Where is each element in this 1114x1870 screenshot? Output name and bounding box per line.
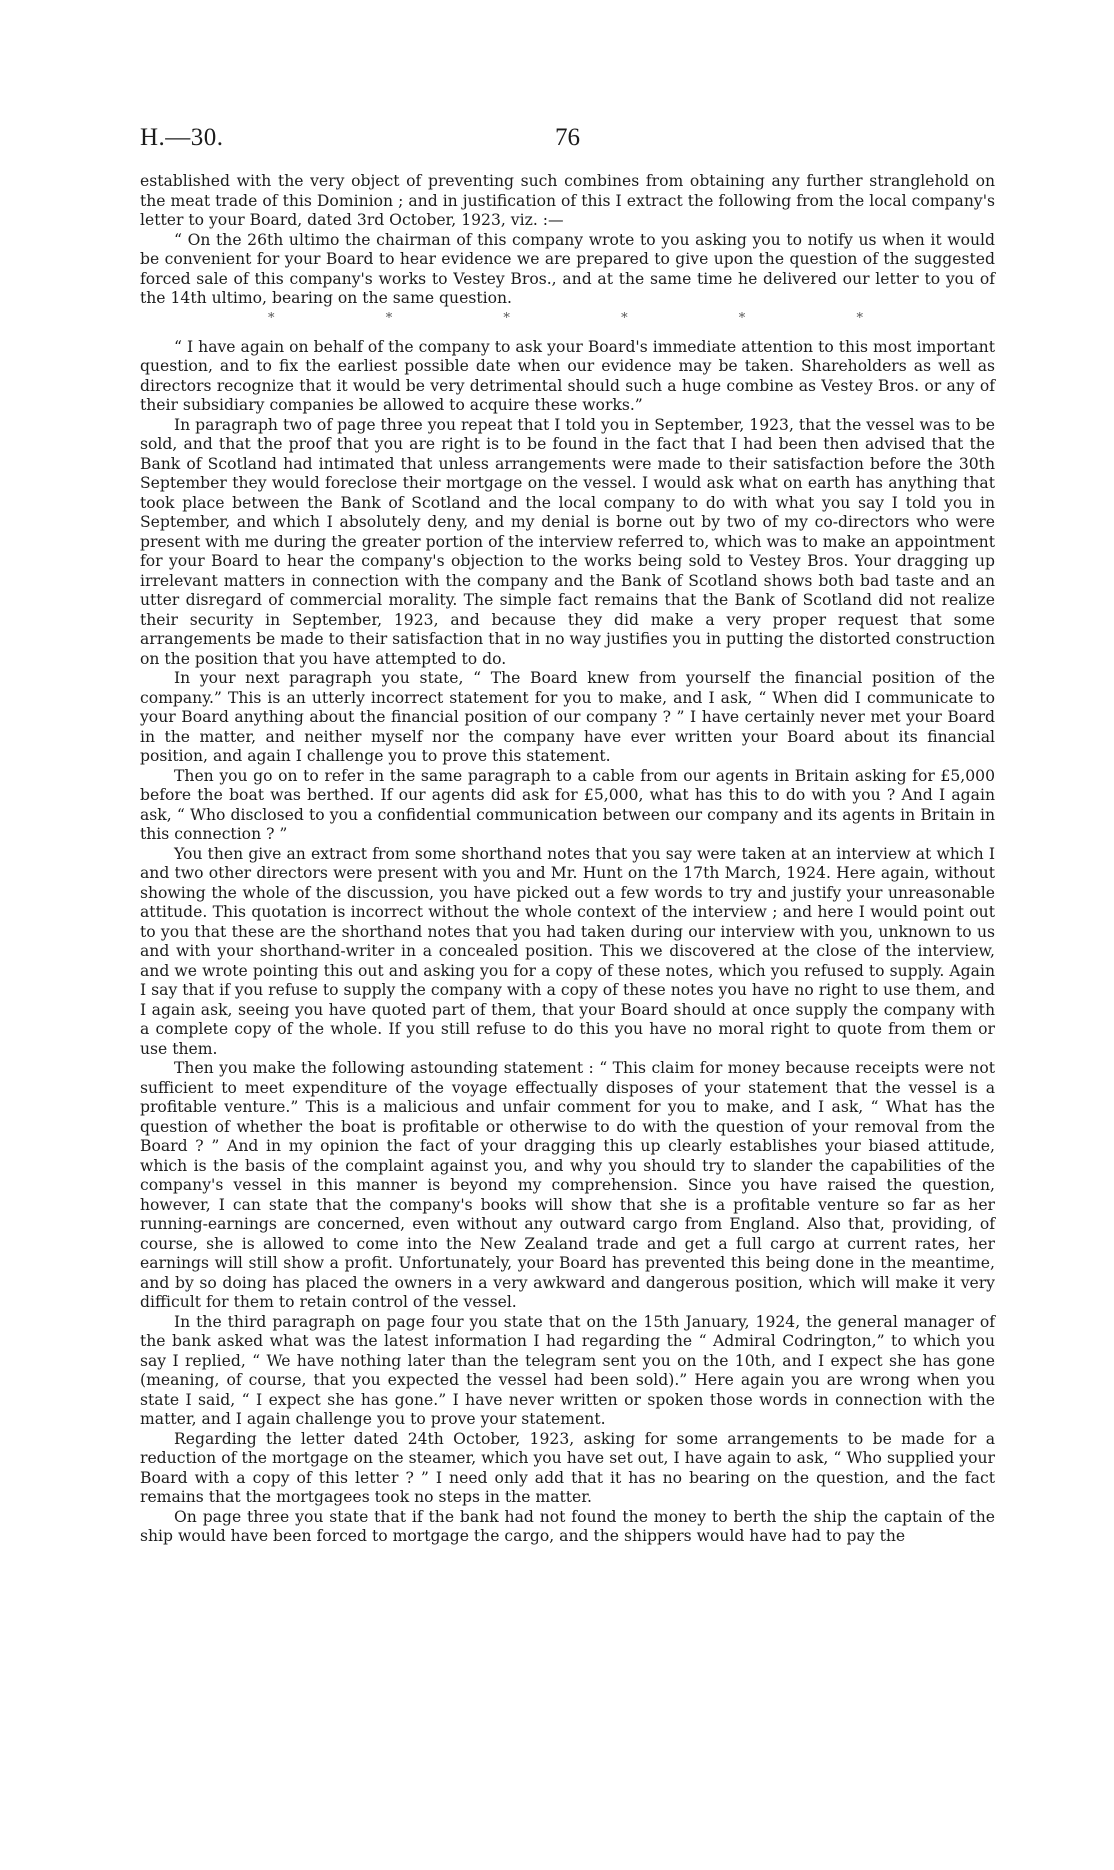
separator-star: * [621,310,628,326]
page-number: 76 [555,124,580,151]
paragraph: established with the very object of preventing such combines from obtaining any further stranglehold on the meat trade of this Dominion ; and in justification of this I extract the following from the local company's letter to your Board, dated 3rd October, 1923, viz. :— [140,172,995,229]
separator-star: * [503,310,510,326]
paragraph: In paragraph two of page three you repeat that I told you in September, 1923, that the vessel was to be sold, and that the proof that you are right is to be found in the fact that I had been then advised that the Bank of Scotland had intimated that unless arrangements were made to their satisfaction before the 30th September they would foreclose their mortgage on the vessel. I would ask what on earth has anything that took place between the Bank of Scotland and the local company to do with what you say I told you in September, and which I absolutely deny, and my denial is borne out by two of my co-directors who were present with me during the greater portion of the interview referred to, which was to make an appointment for your Board to hear the company's objection to the works being sold to Vestey Bros. Your dragging up irrelevant matters in connection with the company and the Bank of Scotland shows both bad taste and an utter disregard of commercial morality. The simple fact remains that the Bank of Scotland did not realize their security in September, 1923, and because they did make a very proper request that some arrangements be made to their satisfaction that in no way justifies you in putting the distorted construction on the position that you have attempted to do. [140,415,995,668]
page-header [140,124,995,156]
separator-star: * [856,310,863,326]
paragraph: In the third paragraph on page four you state that on the 15th January, 1924, the general manager of the bank asked what was the latest information I had regarding the “ Admiral Codrington,” to which you say I replied, “ We have nothing later than the telegram sent you on the 10th, and I expect she has gone (meaning, of course, that you expected the vessel had been sold).” Here again you are wrong when you state I said, “ I expect she has gone.” I have never written or spoken those words in connection with the matter, and I again challenge you to prove your statement. [140,1312,995,1428]
separator-star: * [268,310,275,326]
paragraph: Then you make the following astounding statement : “ This claim for money because receipts were not sufficient to meet expenditure of the voyage effectually disposes of your statement that the vessel is a profitable venture.” This is a malicious and unfair comment for you to make, and I ask, “ What has the question of whether the boat is profitable or otherwise to do with the question of your removal from the Board ? ” And in my opinion the fact of your dragging this up clearly establishes your biased attitude, which is the basis of the complaint against you, and why you should try to slander the capabilities of the company's vessel in this manner is beyond my comprehension. Since you have raised the question, however, I can state that the company's books will show that she is a profitable venture so far as her running-earnings are concerned, even without any outward cargo from England. Also that, providing, of course, she is allowed to come into the New Zealand trade and get a full cargo at current rates, her earnings will still show a profit. Unfortunately, your Board has prevented this being done in the meantime, and by so doing has placed the owners in a very awkward and dangerous position, which will make it very difficult for them to retain control of the vessel. [140,1059,995,1311]
separator-star: * [738,310,746,326]
quoted-paragraph: “ On the 26th ultimo the chairman of this company wrote to you asking you to notify us when it would be convenient for your Board to hear evidence we are prepared to give upon the question of the suggested forced sale of this company's works to Vestey Bros., and at the same time he delivered our letter to you of the 14th ultimo, bearing on the same question. [140,230,995,307]
separator-star: * [385,310,393,326]
body-text [140,172,995,1547]
document-id: H.—30. [140,124,224,151]
paragraph: On page three you state that if the bank had not found the money to berth the ship the captain of the ship would have been forced to mortgage the cargo, and the shippers would have had to pay the [140,1507,995,1545]
paragraph: In your next paragraph you state, “ The Board knew from yourself the financial position of the company.” This is an utterly incorrect statement for you to make, and I ask, “ When did I communicate to your Board anything about the financial position of our company ? ” I have certainly never met your Board in the matter, and neither myself nor the company have ever written your Board about its financial position, and again I challenge you to prove this statement. [140,669,995,765]
quoted-paragraph: “ I have again on behalf of the company to ask your Board's immediate attention to this most important question, and to fix the earliest possible date when our evidence may be taken. Shareholders as well as directors recognize that it would be very detrimental should such a huge combine as Vestey Bros. or any of their subsidiary companies be allowed to acquire these works.” [140,337,995,414]
paragraph: Then you go on to refer in the same paragraph to a cable from our agents in Britain asking for £5,000 before the boat was berthed. If our agents did ask for £5,000, what has this to do with you ? And I again ask, “ Who disclosed to you a confidential communication between our company and its agents in Britain in this connection ? ” [140,766,995,843]
paragraph: Regarding the letter dated 24th October, 1923, asking for some arrangements to be made for a reduction of the mortgage on the steamer, which you have set out, I have again to ask, “ Who supplied your Board with a copy of this letter ? ” I need only add that it has no bearing on the question, and the fact remains that the mortgagees took no steps in the matter. [140,1429,995,1506]
paragraph: You then give an extract from some shorthand notes that you say were taken at an interview at which I and two other directors were present with you and Mr. Hunt on the 17th March, 1924. Here again, without showing the whole of the discussion, you have picked out a few words to try and justify your unreasonable attitude. This quotation is incorrect without the whole context of the interview ; and here I would point out to you that these are the shorthand notes that you had taken during our interview with you, unknown to us and with your shorthand-writer in a concealed position. This we discovered at the close of the interview, and we wrote pointing this out and asking you for a copy of these notes, which you refused to supply. Again I say that if you refuse to supply the company with a copy of these notes you have no right to use them, and I again ask, seeing you have quoted part of them, that your Board should at once supply the company with a complete copy of the whole. If you still refuse to do this you have no moral right to quote from them or use them. [140,844,995,1058]
section-separator [268,309,863,328]
